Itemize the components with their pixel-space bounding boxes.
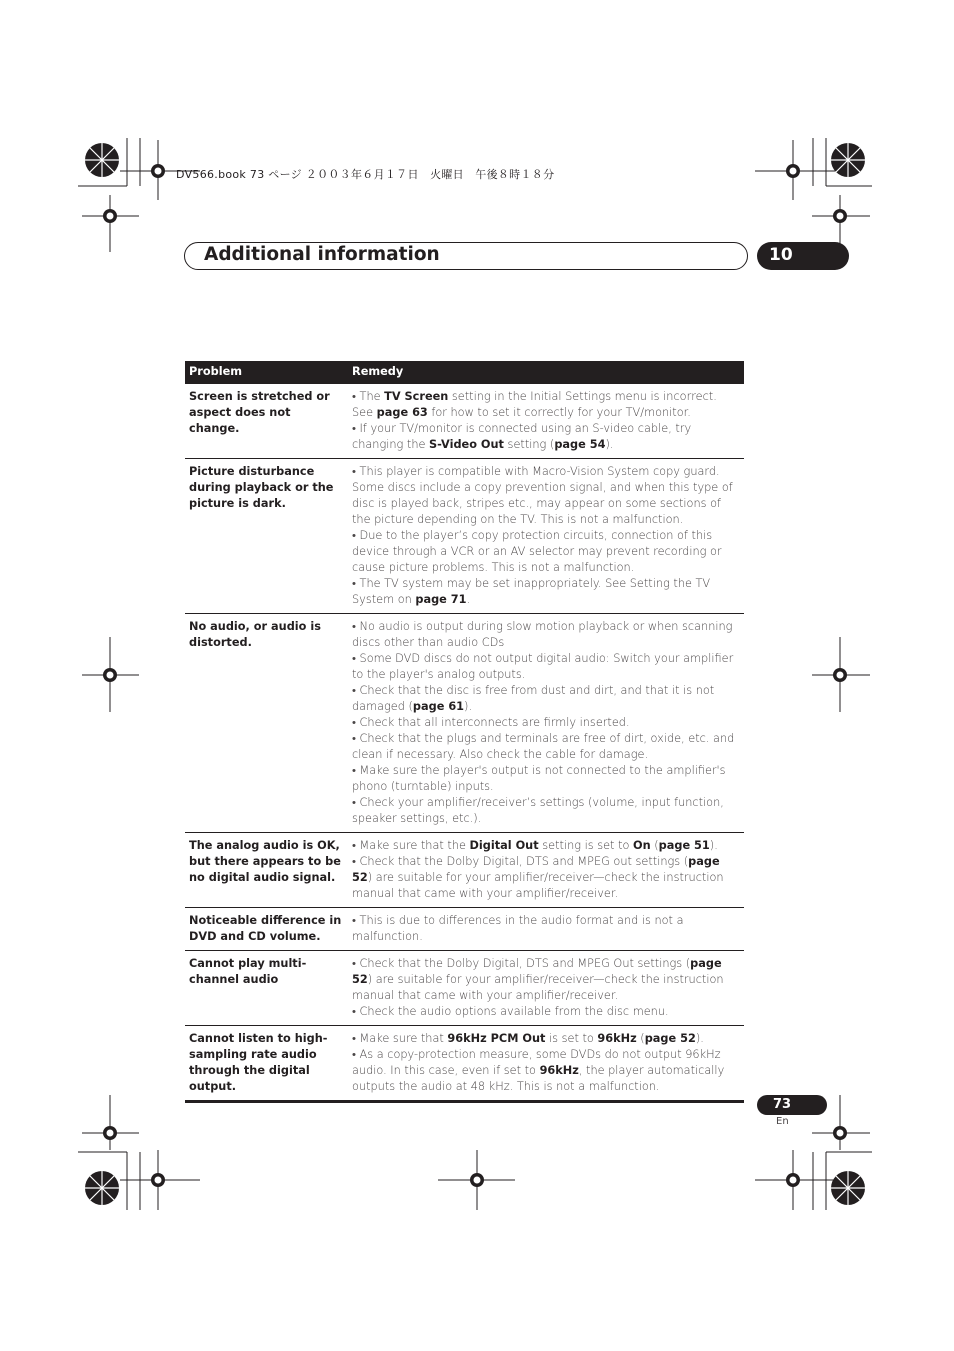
crop-header-text: DV566.book 73 ページ ２００３年６月１７日 火曜日 午後８時１８分 [176,168,555,181]
remedy-cell [348,1026,744,1102]
remedy-item: • Make sure that 96kHz PCM Out is set to 96kHz (page 52). [352,1032,704,1045]
remedy-item: • Check that the disc is free from dust and dirt, and that it is not damaged (page 61). [352,684,715,713]
remedy-item: • This player is compatible with Macro-Vision System copy guard. Some discs include a copy prevention signal, and when this type of disc is played back, stripes etc., may appear on some sections of the picture depending on the TV. This is not a malfunction. [352,465,733,526]
remedy-item: • Make sure the player's output is not connected to the amplifier's phono (turntable) inputs. [352,764,726,793]
remedy-item: • Some DVD discs do not output digital audio: Switch your amplifier to the player's analog outputs. [352,652,734,681]
remedy-item: • Check that the Dolby Digital, DTS and MPEG Out settings (page 52) are suitable for your amplifier/receiver—check the instruction manual that came with your amplifier/receiver. [352,957,724,1002]
remedy-item: • As a copy-protection measure, some DVDs do not output 96kHz audio. In this case, even if set to 96kHz, the player automatically outputs the audio at 48 kHz. This is not a malfunction. [352,1048,725,1093]
remedy-item: • The TV Screen setting in the Initial Settings menu is incorrect. See page 63 for how to set it correctly for your TV/monitor. [352,390,717,419]
remedy-item: • Check that the Dolby Digital, DTS and MPEG out settings (page 52) are suitable for your amplifier/receiver—check the instruction manual that came with your amplifier/receiver. [352,855,724,900]
page-number: 73 [773,1097,792,1112]
table-row [185,459,744,614]
table-row [185,614,744,833]
remedy-item: • Check that the plugs and terminals are free of dirt, oxide, etc. and clean if necessary. Also check the cable for damage. [352,732,735,761]
table-row [185,384,744,459]
problem-column-header: Problem [185,361,348,384]
problem-cell: No audio, or audio is distorted. [185,614,348,833]
problem-cell: Screen is stretched or aspect does not change. [185,384,348,459]
remedy-item: • Due to the player’s copy protection circuits, connection of this device through a VCR or an AV selector may prevent recording or cause picture problems. This is not a malfunction. [352,529,722,574]
troubleshooting-table [185,361,744,1103]
remedy-column-header: Remedy [348,361,744,384]
remedy-item: • Make sure that the Digital Out setting is set to On (page 51). [352,839,718,852]
remedy-cell [348,833,744,908]
problem-cell: Noticeable difference in DVD and CD volume. [185,908,348,951]
table-body [185,384,744,1102]
remedy-cell [348,908,744,951]
section-title: Additional information [204,244,440,265]
page-language: En [776,1116,789,1127]
problem-cell: Cannot listen to high-sampling rate audio through the digital output. [185,1026,348,1102]
page-number-badge [757,1095,827,1115]
remedy-item: • Check that all interconnects are firmly inserted. [352,716,630,729]
problem-cell: Cannot play multi-channel audio [185,951,348,1026]
problem-cell: Picture disturbance during playback or the picture is dark. [185,459,348,614]
table-header-row [185,361,744,384]
table-row [185,833,744,908]
remedy-item: • Check your amplifier/receiver’s settings (volume, input function, speaker settings, etc.). [352,796,724,825]
chapter-number: 10 [769,245,793,265]
remedy-item: • Check the audio options available from the disc menu. [352,1005,669,1018]
remedy-cell [348,384,744,459]
remedy-cell [348,459,744,614]
remedy-cell [348,951,744,1026]
remedy-item: • The TV system may be set inappropriately. See Setting the TV System on page 71. [352,577,711,606]
table-row [185,1026,744,1102]
remedy-item: • If your TV/monitor is connected using an S-video cable, try changing the S-Video Out setting (page 54). [352,422,692,451]
remedy-cell [348,614,744,833]
table-row [185,908,744,951]
remedy-item: • This is due to differences in the audio format and is not a malfunction. [352,914,684,943]
problem-cell: The analog audio is OK, but there appears to be no digital audio signal. [185,833,348,908]
remedy-item: • No audio is output during slow motion playback or when scanning discs other than audio CDs [352,620,733,649]
table-row [185,951,744,1026]
